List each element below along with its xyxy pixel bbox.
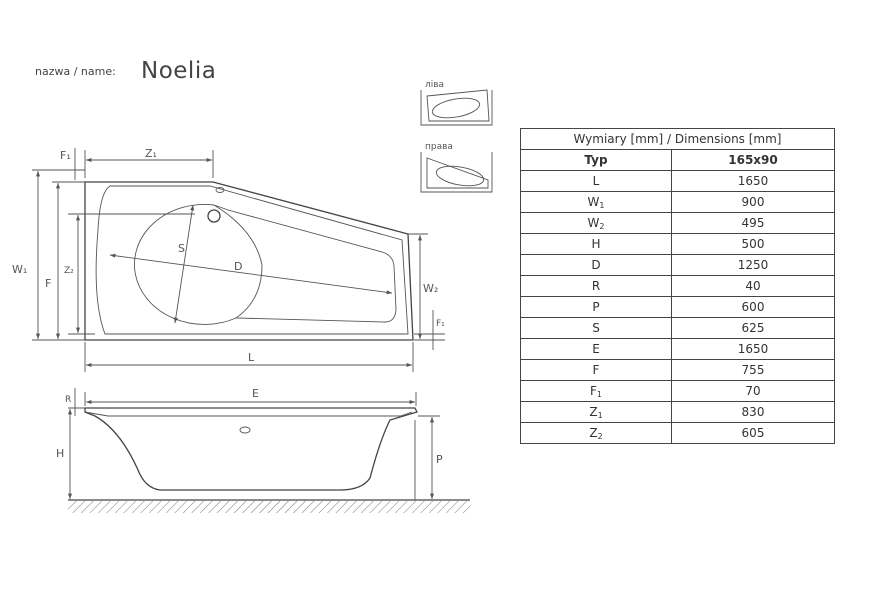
table-row	[521, 192, 835, 213]
table-cell-value: 495	[672, 213, 835, 234]
dimensions-table	[520, 128, 835, 444]
table-cell-value: 600	[672, 297, 835, 318]
table-cell-symbol: $W_1$	[521, 192, 672, 213]
table-cell-value: 830	[672, 402, 835, 423]
table-cell-symbol: P	[521, 297, 672, 318]
table-cell-value: 900	[672, 192, 835, 213]
table-cell-value: 1250	[672, 255, 835, 276]
top-view	[12, 147, 445, 372]
table-cell-symbol: S	[521, 318, 672, 339]
table-header-typ: Typ	[521, 150, 672, 171]
dim-label-F: F	[45, 277, 52, 290]
dim-label-Z2: Z₂	[64, 266, 74, 276]
table-cell-symbol: E	[521, 339, 672, 360]
table-cell-symbol: H	[521, 234, 672, 255]
table-cell-value: 755	[672, 360, 835, 381]
tub-rim	[96, 186, 408, 334]
tub-side-outline	[85, 408, 417, 490]
basin-circle	[134, 204, 236, 324]
table-cell-value: 1650	[672, 171, 835, 192]
dim-label-S: S	[178, 242, 185, 255]
name-label: nazwa / name:	[35, 65, 116, 78]
table-row	[521, 276, 835, 297]
table-cell-symbol: $Z_1$	[521, 402, 672, 423]
tub-side-rim	[85, 412, 412, 416]
table-cell-symbol: L	[521, 171, 672, 192]
dim-label-E: E	[252, 387, 259, 400]
table-row	[521, 360, 835, 381]
model-name: Noelia	[141, 58, 217, 84]
table-row	[521, 234, 835, 255]
dim-label-W1: W₁	[12, 263, 28, 276]
dim-label-Z1: Z₁	[145, 147, 157, 160]
floor-hatch	[68, 501, 470, 513]
table-cell-value: 1650	[672, 339, 835, 360]
table-row	[521, 297, 835, 318]
table-cell-value: 40	[672, 276, 835, 297]
table-row	[521, 339, 835, 360]
drain-icon	[208, 210, 220, 222]
dim-label-F1-top: F₁	[60, 149, 71, 162]
table-cell-symbol: R	[521, 276, 672, 297]
side-view	[56, 387, 470, 513]
table-cell-value: 625	[672, 318, 835, 339]
dim-label-L: L	[248, 351, 255, 364]
dim-label-F1-right: F₁	[436, 319, 445, 329]
dim-label-D: D	[234, 260, 243, 273]
table-cell-symbol: D	[521, 255, 672, 276]
left-variant-label: ліва	[425, 80, 445, 90]
table-row	[521, 171, 835, 192]
table-row	[521, 255, 835, 276]
table-row	[521, 423, 835, 444]
table-row	[521, 318, 835, 339]
table-title: Wymiary [mm] / Dimensions [mm]	[521, 129, 835, 150]
table-cell-symbol: $W_2$	[521, 213, 672, 234]
dim-label-P: P	[436, 453, 443, 466]
dim-label-R: R	[65, 395, 72, 405]
table-cell-value: 500	[672, 234, 835, 255]
table-cell-symbol: $Z_2$	[521, 423, 672, 444]
table-header-size: 165x90	[672, 150, 835, 171]
right-variant-thumbnail	[421, 142, 492, 192]
dim-label-H: H	[56, 447, 65, 460]
table-row	[521, 381, 835, 402]
dim-label-W2: W₂	[423, 282, 439, 295]
table-row	[521, 402, 835, 423]
right-variant-label: права	[425, 142, 453, 152]
table-cell-symbol: F	[521, 360, 672, 381]
overflow-side-icon	[240, 427, 250, 433]
table-cell-value: 70	[672, 381, 835, 402]
table-cell-value: 605	[672, 423, 835, 444]
left-variant-thumbnail	[421, 80, 492, 125]
table-row	[521, 213, 835, 234]
table-cell-symbol: $F_1$	[521, 381, 672, 402]
